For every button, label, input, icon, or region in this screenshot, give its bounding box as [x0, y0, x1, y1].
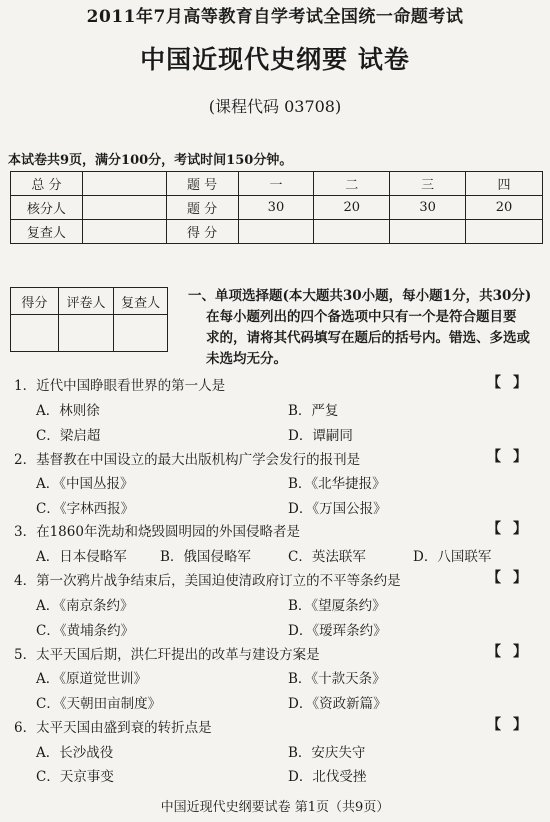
table-cell: 四 — [466, 172, 543, 196]
page-footer: 中国近现代史纲要试卷 第1页（共9页） — [160, 800, 390, 815]
grader-header: 得分 — [11, 288, 59, 315]
table-cell: 三 — [390, 172, 466, 196]
question-option: A．《南京条约》 — [36, 598, 134, 614]
question-stem: 3．在1860年洗劫和烧毁圆明园的外国侵略者是 — [14, 524, 300, 540]
grader-cell — [11, 315, 59, 352]
bracket-right: 】 — [513, 717, 527, 733]
question-option: A．林则徐 — [36, 403, 100, 419]
section-title: 一、单项选择题(本大题共30小题，每小题1分，共30分) — [188, 288, 532, 304]
exam-title: 2011年7月高等教育自学考试全国统一命题考试 — [86, 7, 464, 27]
bracket-left: 【 — [487, 449, 501, 465]
exam-intro: 本试卷共9页，满分100分，考试时间150分钟。 — [8, 153, 293, 168]
table-cell: 总 分 — [11, 172, 83, 196]
bracket-left: 【 — [487, 717, 501, 733]
answer-bracket[interactable] — [487, 714, 539, 734]
bracket-left: 【 — [487, 570, 501, 586]
question-option: A．《原道觉世训》 — [36, 671, 147, 687]
score-table-row — [11, 196, 543, 220]
score-table-row — [11, 172, 543, 196]
score-table — [10, 171, 543, 244]
bracket-left: 【 — [487, 521, 501, 537]
question-option: D．《资政新篇》 — [288, 696, 387, 712]
table-cell: 题 号 — [166, 172, 238, 196]
question-option: B．《十款天条》 — [288, 671, 386, 687]
bracket-right: 】 — [513, 570, 527, 586]
table-cell — [314, 220, 390, 244]
grader-table — [10, 287, 168, 352]
answer-bracket[interactable] — [487, 372, 539, 392]
question-option: B．俄国侵略军 — [160, 549, 251, 565]
question-option: A．《中国丛报》 — [36, 476, 134, 492]
question-option: A．日本侵略军 — [36, 549, 127, 565]
table-cell — [82, 220, 166, 244]
question-option: C．《黄埔条约》 — [36, 623, 135, 639]
table-cell: 30 — [238, 196, 314, 220]
question-option: B．《北华捷报》 — [288, 476, 386, 492]
table-cell: 20 — [314, 196, 390, 220]
answer-bracket[interactable] — [487, 641, 539, 661]
answer-bracket[interactable] — [487, 567, 539, 587]
paper-title: 中国近现代史纲要 试卷 — [140, 45, 410, 74]
table-cell: 复查人 — [11, 220, 83, 244]
table-cell: 核分人 — [11, 196, 83, 220]
section-instructions — [188, 286, 540, 370]
bracket-left: 【 — [487, 375, 501, 391]
bracket-right: 】 — [513, 644, 527, 660]
section-line: 未选均无分。 — [206, 351, 287, 367]
grader-cell — [58, 315, 114, 352]
course-code: (课程代码 03708) — [208, 97, 342, 116]
table-cell — [466, 220, 543, 244]
table-cell: 30 — [390, 196, 466, 220]
bracket-right: 】 — [513, 449, 527, 465]
grader-header: 评卷人 — [58, 288, 114, 315]
table-cell: 一 — [238, 172, 314, 196]
bracket-left: 【 — [487, 644, 501, 660]
question-option: B．《望厦条约》 — [288, 598, 386, 614]
question-option: C．梁启超 — [36, 428, 101, 444]
table-cell — [238, 220, 314, 244]
question-stem: 5．太平天国后期，洪仁玕提出的改革与建设方案是 — [14, 647, 320, 663]
section-line: 求的，请将其代码填写在题后的括号内。错选、多选或 — [206, 330, 530, 346]
table-cell: 得 分 — [166, 220, 238, 244]
question-stem: 6．太平天国由盛到衰的转折点是 — [14, 720, 212, 736]
question-option: D．谭嗣同 — [288, 428, 353, 444]
table-cell: 二 — [314, 172, 390, 196]
score-table-row — [11, 220, 543, 244]
question-option: D．北伐受挫 — [288, 769, 367, 785]
question-option: D．《瑷珲条约》 — [288, 623, 387, 639]
answer-bracket[interactable] — [487, 446, 539, 466]
question-stem: 1．近代中国睁眼看世界的第一人是 — [14, 378, 226, 394]
question-option: B．严复 — [288, 403, 339, 419]
question-option: B．安庆失守 — [288, 745, 366, 761]
grader-cell — [114, 315, 168, 352]
bracket-right: 】 — [513, 521, 527, 537]
table-cell — [82, 196, 166, 220]
bracket-right: 】 — [513, 375, 527, 391]
question-stem: 4．第一次鸦片战争结束后，美国迫使清政府订立的不平等条约是 — [14, 573, 401, 589]
question-option: C．《字林西报》 — [36, 501, 135, 517]
section-line: 在每小题列出的四个备选项中只有一个是符合题目要 — [206, 309, 517, 325]
grader-header: 复查人 — [114, 288, 168, 315]
question-option: C．天京事变 — [36, 769, 114, 785]
table-cell — [82, 172, 166, 196]
question-option: D．八国联军 — [413, 549, 492, 565]
answer-bracket[interactable] — [487, 518, 539, 538]
table-cell: 20 — [466, 196, 543, 220]
question-option: D．《万国公报》 — [288, 501, 387, 517]
question-stem: 2．基督教在中国设立的最大出版机构广学会发行的报刊是 — [14, 452, 361, 468]
question-option: C．英法联军 — [288, 549, 366, 565]
question-option: A．长沙战役 — [36, 745, 114, 761]
table-cell: 题 分 — [166, 196, 238, 220]
table-cell — [390, 220, 466, 244]
question-option: C．《天朝田亩制度》 — [36, 696, 162, 712]
